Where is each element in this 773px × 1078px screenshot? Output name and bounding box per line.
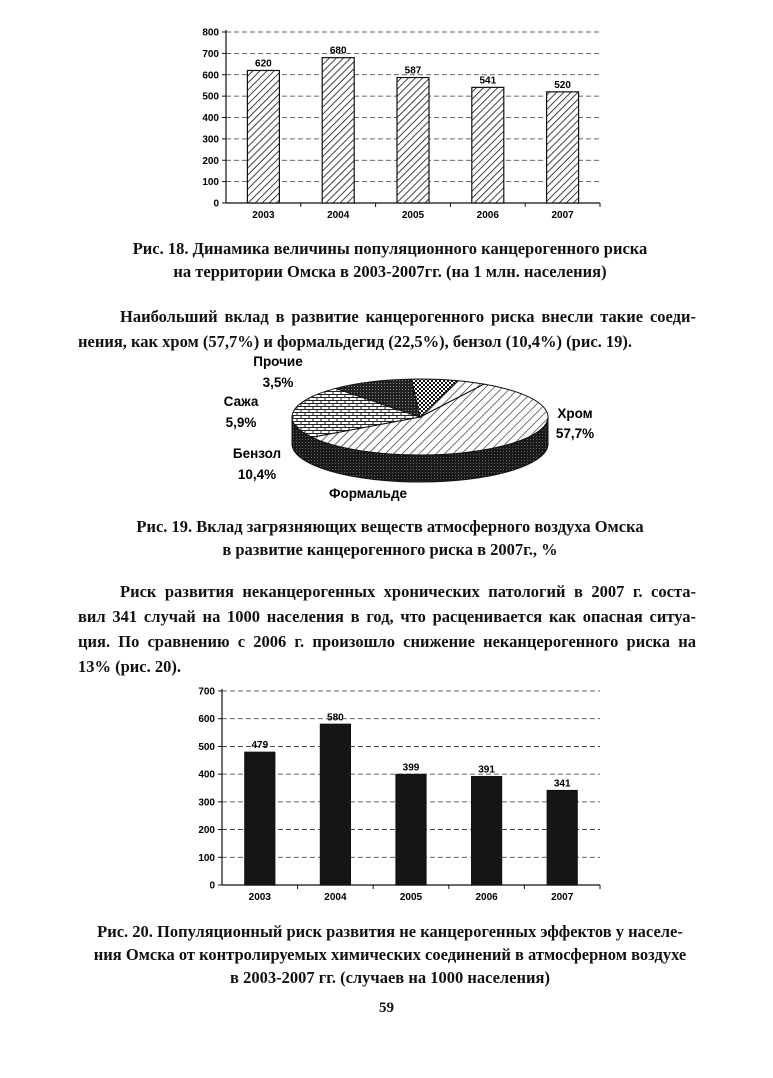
paragraph-1-line-1: Наибольший вклад в развитие канцерогенного риска внесли такие соеди- bbox=[120, 307, 696, 326]
fig20-bar-2003 bbox=[245, 752, 275, 885]
pie-label-soot: Сажа bbox=[223, 394, 259, 409]
fig18-bar-2003 bbox=[247, 70, 279, 203]
fig18-bar-2005 bbox=[397, 78, 429, 203]
fig20-data-label: 341 bbox=[553, 778, 571, 790]
pie-value-chrome: 57,7% bbox=[555, 426, 595, 441]
fig20-data-label: 399 bbox=[402, 762, 420, 774]
fig18-x-tick-label: 2003 bbox=[252, 210, 275, 221]
fig20-y-tick-label: 500 bbox=[198, 741, 215, 753]
fig19-caption-line-1: Рис. 19. Вклад загрязняющих веществ атмосферного воздуха Омска bbox=[136, 517, 644, 536]
fig18-x-tick-label: 2005 bbox=[401, 210, 425, 221]
pie-label-chrome: Хром bbox=[557, 406, 593, 421]
fig18-caption-line-2: на территории Омска в 2003-2007гг. (на 1 млн. населения) bbox=[173, 262, 607, 281]
figure-18-chart bbox=[190, 20, 610, 230]
fig18-y-tick-label: 500 bbox=[202, 91, 219, 103]
fig20-x-tick-label: 2007 bbox=[551, 892, 574, 903]
fig20-x-tick-label: 2003 bbox=[248, 892, 271, 903]
fig19-caption-line-2: в развитие канцерогенного риска в 2007г., % bbox=[222, 540, 558, 559]
pie-label-formaldehyde: Формальде bbox=[328, 486, 408, 501]
figure-20-chart bbox=[190, 678, 610, 910]
fig18-y-tick-label: 100 bbox=[202, 177, 219, 189]
fig18-x-tick-label: 2006 bbox=[476, 210, 499, 221]
paragraph-2-line-4: 13% (рис. 20). bbox=[78, 657, 181, 676]
fig20-y-tick-label: 0 bbox=[209, 880, 215, 892]
fig18-data-label: 541 bbox=[479, 75, 497, 87]
fig20-caption-line-2: ния Омска от контролируемых химических соединений в атмосферном воздухе bbox=[93, 945, 687, 964]
fig18-bar-2004 bbox=[322, 58, 354, 203]
fig20-x-tick-label: 2005 bbox=[399, 892, 423, 903]
fig20-x-tick-label: 2004 bbox=[324, 892, 347, 903]
fig18-y-tick-label: 800 bbox=[202, 27, 219, 39]
figure-19-chart bbox=[215, 352, 615, 507]
fig20-bar-chart-svg bbox=[190, 678, 610, 910]
pie-value-benzene: 10,4% bbox=[237, 467, 277, 482]
fig20-caption-line-3: в 2003-2007 гг. (случаев на 1000 населения) bbox=[230, 968, 550, 987]
paragraph-2-line-2: вил 341 случай на 1000 населения в год, что расценивается как опасная ситуа- bbox=[78, 607, 696, 626]
fig18-data-label: 620 bbox=[255, 58, 272, 70]
fig20-bar-2006 bbox=[472, 777, 502, 885]
paragraph-2-line-3: ция. По сравнению с 2006 г. произошло снижение неканцерогенного риска на bbox=[78, 632, 696, 651]
fig18-y-tick-label: 700 bbox=[202, 48, 219, 60]
fig20-caption-line-1: Рис. 20. Популяционный риск развития не канцерогенных эффектов у населе- bbox=[97, 922, 683, 941]
fig18-y-tick-label: 300 bbox=[202, 134, 219, 146]
page-number: 59 bbox=[379, 1000, 394, 1016]
paragraph-2 bbox=[78, 579, 696, 679]
fig20-bar-2004 bbox=[320, 724, 350, 885]
fig20-y-tick-label: 200 bbox=[198, 825, 215, 837]
fig20-bar-2005 bbox=[396, 774, 426, 885]
pie-label-benzene: Бензол bbox=[232, 446, 282, 461]
fig18-y-tick-label: 0 bbox=[213, 198, 219, 210]
paragraph-2-line-1: Риск развития неканцерогенных хронических патологий в 2007 г. соста- bbox=[120, 582, 696, 601]
fig19-pie-chart-svg bbox=[215, 352, 615, 507]
fig18-y-tick-label: 200 bbox=[202, 155, 219, 167]
fig18-bar-2006 bbox=[472, 87, 504, 203]
fig18-bar-2007 bbox=[547, 92, 579, 203]
fig18-caption-line-1: Рис. 18. Динамика величины популяционного канцерогенного риска bbox=[132, 239, 648, 258]
fig18-bar-chart-svg bbox=[190, 20, 610, 230]
fig18-data-label: 587 bbox=[404, 65, 422, 77]
pie-value-soot: 5,9% bbox=[225, 415, 257, 430]
fig18-x-tick-label: 2004 bbox=[327, 210, 350, 221]
fig20-bar-2007 bbox=[547, 790, 577, 885]
fig20-y-tick-label: 700 bbox=[198, 686, 215, 698]
fig18-data-label: 680 bbox=[329, 45, 347, 57]
fig20-y-tick-label: 100 bbox=[198, 852, 215, 864]
fig20-y-tick-label: 400 bbox=[198, 769, 215, 781]
fig20-y-tick-label: 600 bbox=[198, 714, 215, 726]
fig20-y-tick-label: 300 bbox=[198, 797, 215, 809]
pie-label-other: Прочие bbox=[253, 354, 303, 369]
paragraph-1-line-2: нения, как хром (57,7%) и формальдегид (22,5%), бензол (10,4%) (рис. 19). bbox=[78, 332, 633, 351]
fig20-data-label: 391 bbox=[478, 764, 495, 776]
figure-19-caption bbox=[60, 515, 720, 561]
fig20-x-tick-label: 2006 bbox=[475, 892, 498, 903]
pie-value-other: 3,5% bbox=[262, 375, 294, 390]
figure-18-caption bbox=[60, 237, 720, 283]
fig18-y-tick-label: 400 bbox=[202, 113, 219, 124]
fig20-data-label: 580 bbox=[327, 712, 344, 724]
fig18-x-tick-label: 2007 bbox=[551, 210, 574, 221]
paragraph-1 bbox=[78, 304, 696, 354]
fig18-data-label: 520 bbox=[554, 79, 571, 91]
fig18-y-tick-label: 600 bbox=[202, 70, 219, 82]
fig20-data-label: 479 bbox=[251, 740, 269, 752]
figure-20-caption bbox=[50, 920, 730, 989]
